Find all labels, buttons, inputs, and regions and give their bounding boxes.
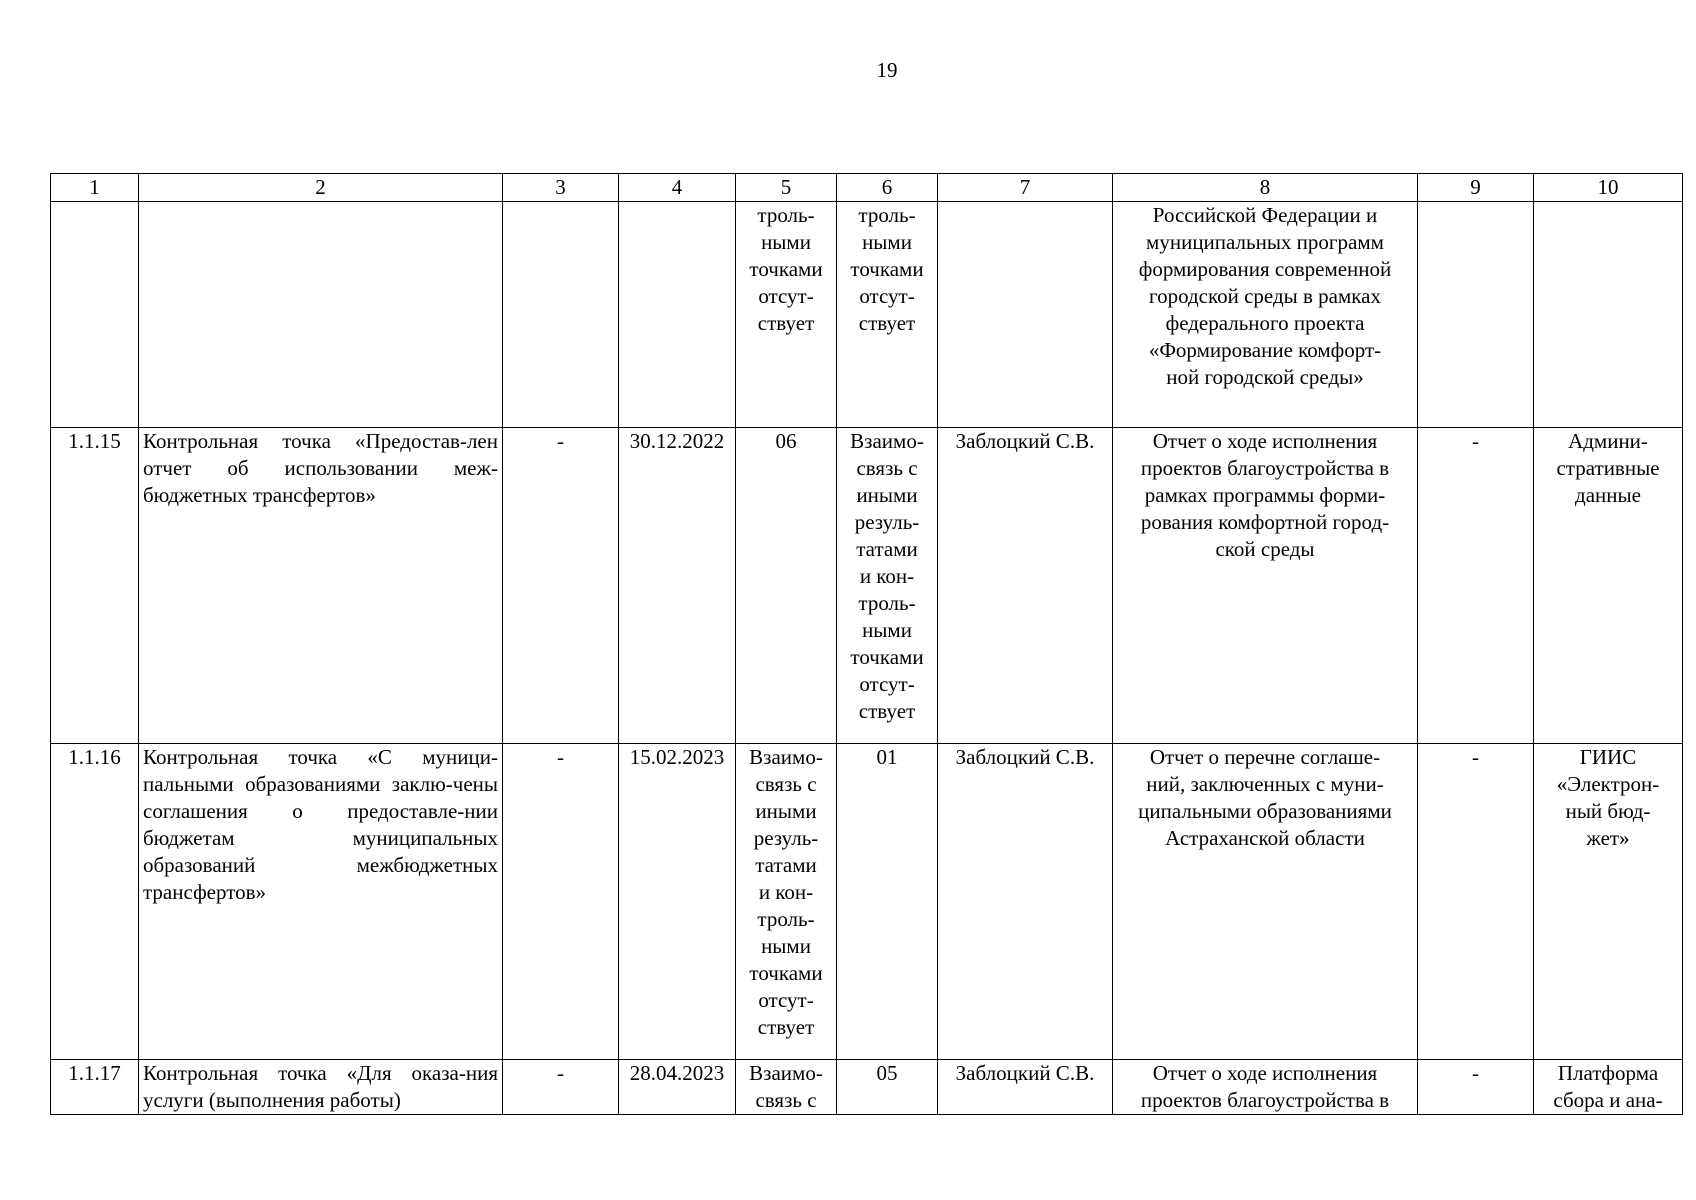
cell-date: 28.04.2023 bbox=[619, 1060, 736, 1115]
cell-responsible: Заблоцкий С.В. bbox=[938, 744, 1113, 1060]
cell-col5: 06 bbox=[736, 428, 837, 744]
cell-col9: - bbox=[1418, 428, 1534, 744]
cell-number: 1.1.16 bbox=[51, 744, 139, 1060]
cell-report: Отчет о ходе исполнения проектов благоустройства в рамках программы форми- рования комфортной город- ской среды bbox=[1113, 428, 1418, 744]
table-row bbox=[51, 202, 1683, 428]
header-cell: 8 bbox=[1113, 174, 1418, 202]
cell-responsible: Заблоцкий С.В. bbox=[938, 1060, 1113, 1115]
header-cell: 10 bbox=[1534, 174, 1683, 202]
header-cell: 3 bbox=[503, 174, 619, 202]
cell-description: Контрольная точка «С муници-пальными образованиями заклю-чены соглашения о предоставле-нии бюджетам муниципальных образований межбюджетных трансфертов» bbox=[139, 744, 503, 1060]
cell-col5: Взаимо- связь с иными резуль- татами и кон- троль- ными точками отсут- ствует bbox=[736, 744, 837, 1060]
cell-responsible bbox=[938, 202, 1113, 428]
header-cell: 6 bbox=[837, 174, 938, 202]
cell-source: Платформа сбора и ана- bbox=[1534, 1060, 1683, 1115]
cell-description: Контрольная точка «Предостав-лен отчет об использовании меж-бюджетных трансфертов» bbox=[139, 428, 503, 744]
cell-col3 bbox=[503, 202, 619, 428]
cell-col3: - bbox=[503, 428, 619, 744]
header-cell: 5 bbox=[736, 174, 837, 202]
cell-col3: - bbox=[503, 1060, 619, 1115]
cell-number: 1.1.17 bbox=[51, 1060, 139, 1115]
cell-number: 1.1.15 bbox=[51, 428, 139, 744]
cell-number bbox=[51, 202, 139, 428]
cell-source bbox=[1534, 202, 1683, 428]
cell-col3: - bbox=[503, 744, 619, 1060]
table-row bbox=[51, 744, 1683, 1060]
cell-description: Контрольная точка «Для оказа-ния услуги (выполнения работы) bbox=[139, 1060, 503, 1115]
cell-col6: троль- ными точками отсут- ствует bbox=[837, 202, 938, 428]
cell-responsible: Заблоцкий С.В. bbox=[938, 428, 1113, 744]
table-header-row bbox=[51, 174, 1683, 202]
cell-col9: - bbox=[1418, 744, 1534, 1060]
table-row bbox=[51, 428, 1683, 744]
header-cell: 7 bbox=[938, 174, 1113, 202]
cell-col5: Взаимо- связь с bbox=[736, 1060, 837, 1115]
cell-date: 15.02.2023 bbox=[619, 744, 736, 1060]
cell-col9 bbox=[1418, 202, 1534, 428]
cell-report: Отчет о перечне соглаше- ний, заключенных с муни- ципальными образованиями Астраханской области bbox=[1113, 744, 1418, 1060]
cell-col9: - bbox=[1418, 1060, 1534, 1115]
cell-col6: Взаимо- связь с иными резуль- татами и кон- троль- ными точками отсут- ствует bbox=[837, 428, 938, 744]
table-row bbox=[51, 1060, 1683, 1115]
cell-col6: 01 bbox=[837, 744, 938, 1060]
cell-col6: 05 bbox=[837, 1060, 938, 1115]
cell-date: 30.12.2022 bbox=[619, 428, 736, 744]
cell-source: Админи- стративные данные bbox=[1534, 428, 1683, 744]
header-cell: 4 bbox=[619, 174, 736, 202]
header-cell: 1 bbox=[51, 174, 139, 202]
header-cell: 9 bbox=[1418, 174, 1534, 202]
header-cell: 2 bbox=[139, 174, 503, 202]
cell-date bbox=[619, 202, 736, 428]
cell-report: Отчет о ходе исполнения проектов благоустройства в bbox=[1113, 1060, 1418, 1115]
cell-col5: троль- ными точками отсут- ствует bbox=[736, 202, 837, 428]
document-table bbox=[50, 173, 1683, 1115]
cell-description bbox=[139, 202, 503, 428]
cell-report: Российской Федерации и муниципальных программ формирования современной городской среды в рамках федерального проекта «Формирование комфорт- ной городской среды» bbox=[1113, 202, 1418, 428]
page-number: 19 bbox=[876, 58, 898, 82]
cell-source: ГИИС «Электрон- ный бюд- жет» bbox=[1534, 744, 1683, 1060]
